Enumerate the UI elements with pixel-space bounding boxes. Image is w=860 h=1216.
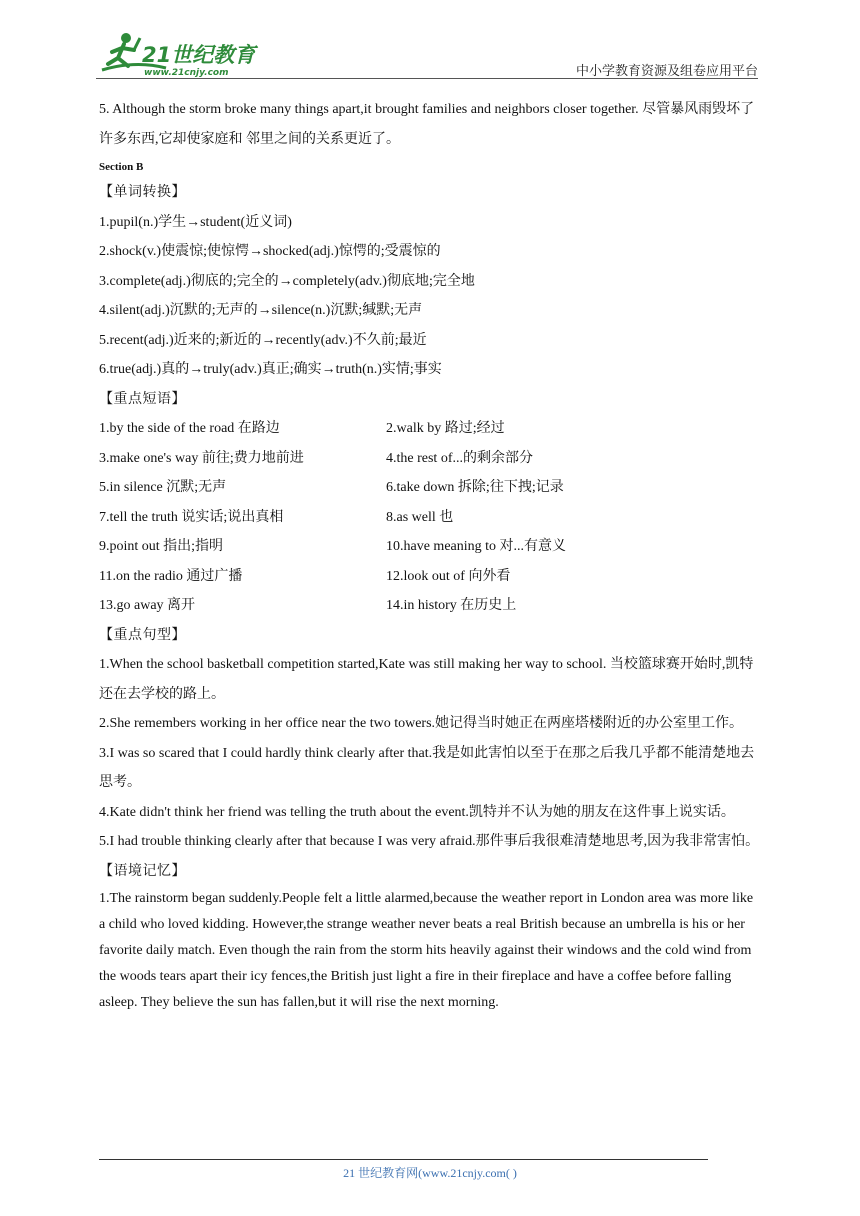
sentences-title: 【重点句型】 — [99, 627, 186, 643]
header-divider — [96, 78, 758, 79]
logo-text: 21世纪教育 — [142, 43, 256, 67]
word-item: 1.pupil(n.)学生→student(近义词) — [99, 214, 292, 230]
word-item: 3.complete(adj.)彻底的;完全的→completely(adv.)彻底地;完全地 — [99, 273, 475, 289]
platform-name: 中小学教育资源及组卷应用平台 — [575, 63, 758, 78]
word-item: 6.true(adj.)真的→truly(adv.)真正;确实→truth(n.)实情;事实 — [99, 362, 442, 377]
phrase-item: 6.take down 拆除;往下拽;记录 — [386, 480, 564, 495]
phrases-title: 【重点短语】 — [99, 391, 186, 407]
phrase-item: 9.point out 指出;指明 — [99, 539, 224, 554]
sentence-item: 4.Kate didn't think her friend was telling the truth about the event.凯特并不认为她的朋友在这件事上说实话。 — [99, 804, 735, 820]
phrase-item: 4.the rest of...的剩余部分 — [386, 450, 533, 466]
phrase-item: 3.make one's way 前往;费力地前进 — [99, 450, 304, 466]
sentence-item: 1.When the school basketball competition started,Kate was still making her way to school. 当校篮球赛开始时,凯特还在去学校的路上。 — [99, 657, 754, 702]
page-header — [96, 30, 758, 80]
logo-url: www.21cnjy.com — [144, 68, 229, 78]
phrase-item: 14.in history 在历史上 — [386, 598, 517, 613]
phrase-item: 13.go away 离开 — [99, 598, 196, 613]
footer-divider — [99, 1159, 708, 1160]
phrase-item: 11.on the radio 通过广播 — [99, 568, 243, 584]
word-item: 5.recent(adj.)近来的;新近的→recently(adv.)不久前;最近 — [99, 332, 427, 348]
phrase-item: 1.by the side of the road 在路边 — [99, 421, 280, 436]
sentence-item: 5.I had trouble thinking clearly after that because I was very afraid.那件事后我很难清楚地思考,因为我非常害怕。 — [99, 834, 760, 849]
document-body — [99, 95, 761, 1016]
page-footer: 21 世纪教育网(www.21cnjy.com( ) — [343, 1166, 517, 1180]
phrase-item: 7.tell the truth 说实话;说出真相 — [99, 509, 284, 525]
word-item: 4.silent(adj.)沉默的;无声的→silence(n.)沉默;缄默;无声 — [99, 303, 423, 318]
phrase-item: 5.in silence 沉默;无声 — [99, 480, 227, 495]
phrase-item: 2.walk by 路过;经过 — [386, 421, 505, 436]
phrase-item: 8.as well 也 — [386, 509, 454, 525]
site-logo — [96, 30, 266, 78]
context-passage: 1.The rainstorm began suddenly.People felt a little alarmed,because the weather report in London area was more like a child who loved kidding. However,the strange weather never beats a real British because an umbrella is his or her favorite daily match. Even though the rain from the storm hits heavily against their windows and the cold wind from the woods tears apart their icy fences,the British just light a fire in their fireplace and have a coffee before falling asleep. They believe the sun has fallen,but it will rise the next morning. — [99, 891, 754, 1010]
phrase-item: 10.have meaning to 对...有意义 — [386, 539, 567, 554]
word-conversion-title: 【单词转换】 — [99, 185, 186, 200]
sentence-item: 3.I was so scared that I could hardly think clearly after that.我是如此害怕以至于在那之后我几乎都不能清楚地去思考。 — [99, 745, 755, 790]
context-title: 【语境记忆】 — [99, 863, 186, 879]
section-heading: Section B — [99, 161, 144, 173]
sentence-item: 2.She remembers working in her office near the two towers.她记得当时她正在两座塔楼附近的办公室里工作。 — [99, 716, 744, 731]
phrase-item: 12.look out of 向外看 — [386, 568, 511, 584]
word-item: 2.shock(v.)使震惊;使惊愕→shocked(adj.)惊愕的;受震惊的 — [99, 244, 441, 259]
phrases-grid — [99, 414, 761, 621]
intro-sentence: 5. Although the storm broke many things apart,it brought families and neighbors closer together. 尽管暴风雨毁坏了许多东西,它却使家庭和 邻里之间的关系更近了。 — [99, 102, 755, 147]
